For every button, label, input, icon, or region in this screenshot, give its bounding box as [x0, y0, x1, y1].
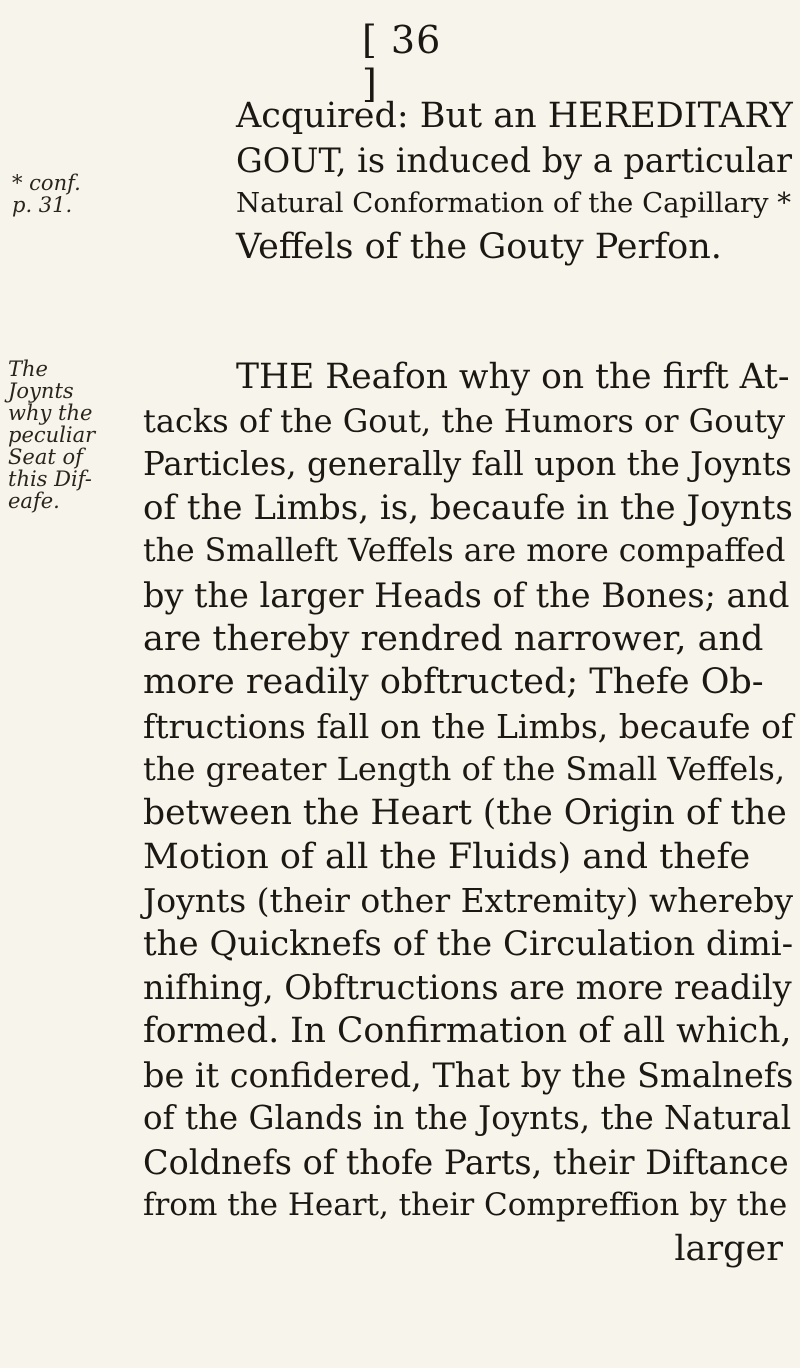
margin-note-line: why the: [8, 401, 93, 425]
page-number: [ 36 ]: [362, 18, 442, 106]
text-line: ftructions fall on the Limbs, becaufe of: [143, 706, 794, 746]
text-line: the greater Length of the Small Veffels,: [143, 750, 786, 789]
margin-note-line: p. 31.: [12, 193, 73, 217]
paragraph-hereditary-gout: [236, 95, 796, 269]
text-line: of the Limbs, is, becaufe in the Joynts: [143, 487, 793, 528]
text-line: Motion of all the Fluids) and thefe: [143, 836, 751, 877]
text-line: nifhing, Obftructions are more readily: [143, 968, 792, 1008]
text-line: Coldnefs of thofe Parts, their Diftance: [143, 1142, 789, 1182]
text-line: between the Heart (the Origin of the: [143, 792, 787, 833]
text-line: the Quicknefs of the Circulation dimi-: [143, 923, 794, 964]
margin-note-line: The Joynts: [8, 357, 74, 403]
text-line: the Smalleft Veffels are more compaffed: [143, 533, 786, 570]
text-line: more readily obftructed; Thefe Ob-: [143, 662, 764, 703]
margin-note-line: eafe.: [8, 489, 60, 513]
text-line: Natural Conformation of the Capillary *: [236, 187, 792, 219]
text-line: THE Reafon why on the firft At-: [236, 357, 790, 397]
text-line: by the larger Heads of the Bones; and: [143, 575, 790, 615]
margin-note-line: * conf.: [12, 171, 81, 195]
text-line: of the Glands in the Joynts, the Natural: [143, 1099, 792, 1138]
paragraph-joynts-reason: [143, 356, 793, 1271]
text-line: Veffels of the Gouty Perfon.: [236, 226, 722, 267]
text-line: Joynts (their other Extremity) whereby: [143, 881, 794, 921]
margin-note-line: Seat of: [8, 445, 83, 469]
text-line: Particles, generally fall upon the Joynts: [143, 445, 792, 484]
margin-note-conf: [12, 172, 92, 216]
margin-note-line: peculiar: [8, 423, 96, 447]
catchword: larger: [674, 1228, 783, 1269]
text-line: be it confidered, That by the Smalnefs: [143, 1055, 794, 1095]
text-line: from the Heart, their Compreffion by the: [143, 1187, 788, 1224]
margin-note-line: this Dif-: [8, 467, 92, 491]
text-line: Acquired: But an HEREDITARY: [236, 96, 793, 136]
text-line: tacks of the Gout, the Humors or Gouty: [143, 401, 786, 440]
text-line: formed. In Confirmation of all which,: [143, 1010, 792, 1051]
margin-note-joynts: [8, 358, 98, 512]
text-line: GOUT, is induced by a particular: [236, 140, 793, 180]
text-line: are thereby rendred narrower, and: [143, 618, 764, 659]
